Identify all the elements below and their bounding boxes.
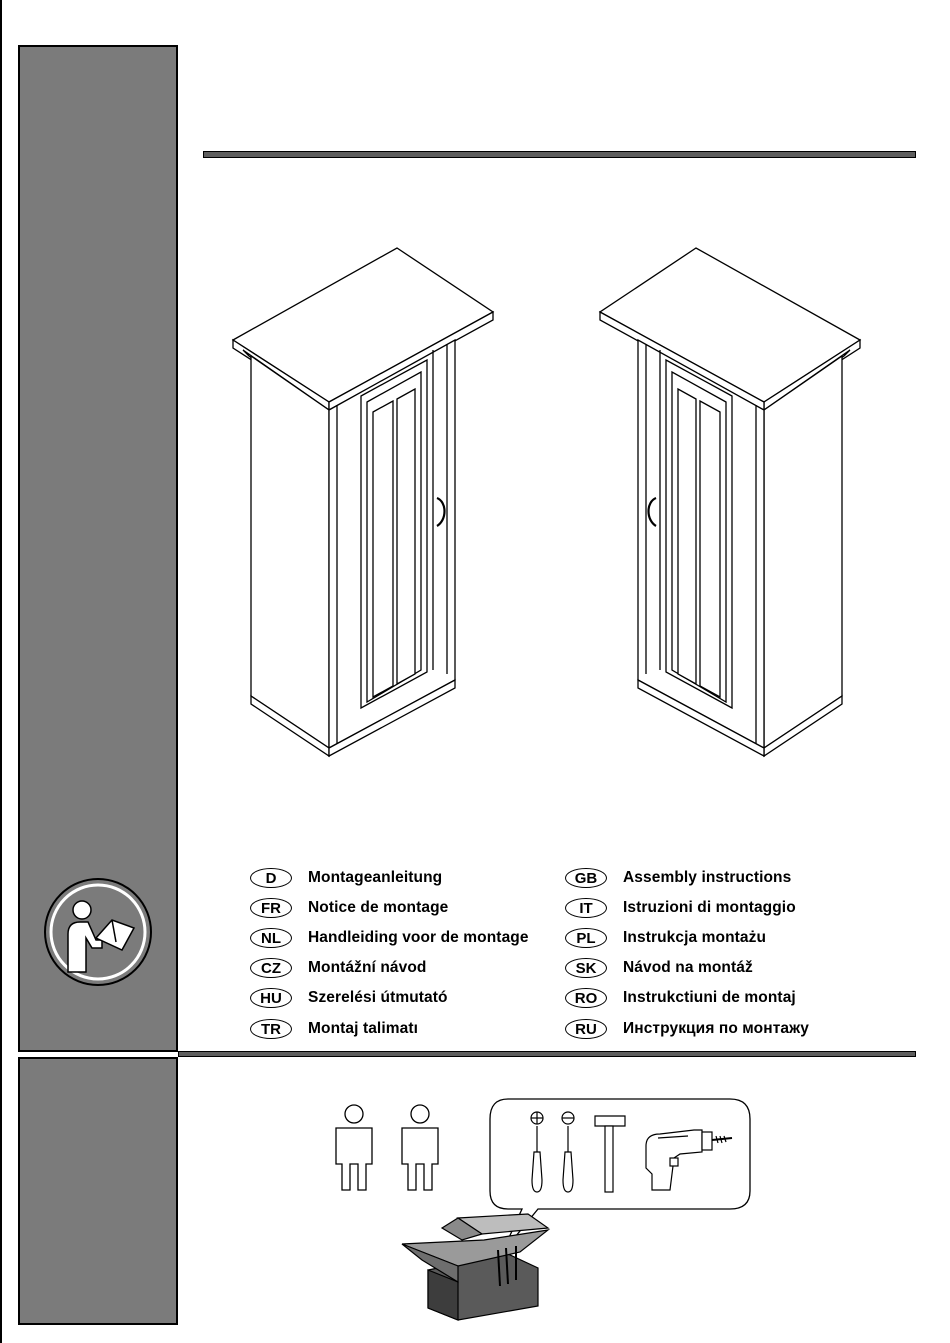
language-code-badge: FR (250, 898, 292, 918)
sidebar-lower-panel (18, 1057, 178, 1325)
language-row (250, 867, 442, 889)
read-manual-icon (42, 876, 154, 988)
language-code-badge: TR (250, 1019, 292, 1039)
language-row (565, 897, 796, 919)
language-code-badge: HU (250, 988, 292, 1008)
language-row (565, 1018, 809, 1040)
language-row (250, 897, 448, 919)
language-row (250, 957, 427, 979)
language-title: Instrukcja montażu (623, 929, 767, 946)
language-title: Montageanleitung (308, 869, 443, 886)
language-row (565, 957, 753, 979)
wardrobe-illustration-left (225, 240, 505, 760)
hammer-icon (592, 1112, 628, 1196)
language-code-badge: CZ (250, 958, 292, 978)
language-row (565, 867, 791, 889)
two-persons-icon (330, 1102, 450, 1194)
language-title: Návod na montáž (623, 959, 753, 976)
page-left-border (0, 0, 2, 1343)
language-code-badge: PL (565, 928, 607, 948)
language-title: Montaj talimatı (308, 1020, 419, 1037)
flat-screwdriver-icon (556, 1110, 580, 1196)
language-code-badge: NL (250, 928, 292, 948)
language-code-badge: D (250, 868, 292, 888)
language-code-badge: GB (565, 868, 607, 888)
language-title: Istruzioni di montaggio (623, 899, 796, 916)
wardrobe-illustration-right (592, 240, 872, 760)
language-title: Инструкция по монтажу (623, 1020, 809, 1037)
language-code-badge: RO (565, 988, 607, 1008)
header-rule (203, 151, 916, 158)
language-title: Notice de montage (308, 899, 449, 916)
language-row (565, 987, 796, 1009)
phillips-screwdriver-icon (525, 1110, 549, 1196)
language-title: Handleiding voor de montage (308, 929, 529, 946)
language-code-badge: SK (565, 958, 607, 978)
language-code-badge: IT (565, 898, 607, 918)
language-row (250, 1018, 418, 1040)
language-row (565, 927, 766, 949)
language-title: Instrukctiuni de montaj (623, 989, 796, 1006)
toolbox-icon (398, 1210, 554, 1320)
language-code-badge: RU (565, 1019, 607, 1039)
language-row (250, 927, 529, 949)
drill-icon (640, 1118, 736, 1198)
language-row (250, 987, 448, 1009)
language-title: Szerelési útmutató (308, 989, 448, 1006)
language-title: Montážní návod (308, 959, 427, 976)
language-title: Assembly instructions (623, 869, 792, 886)
section-divider-rule (178, 1051, 916, 1057)
